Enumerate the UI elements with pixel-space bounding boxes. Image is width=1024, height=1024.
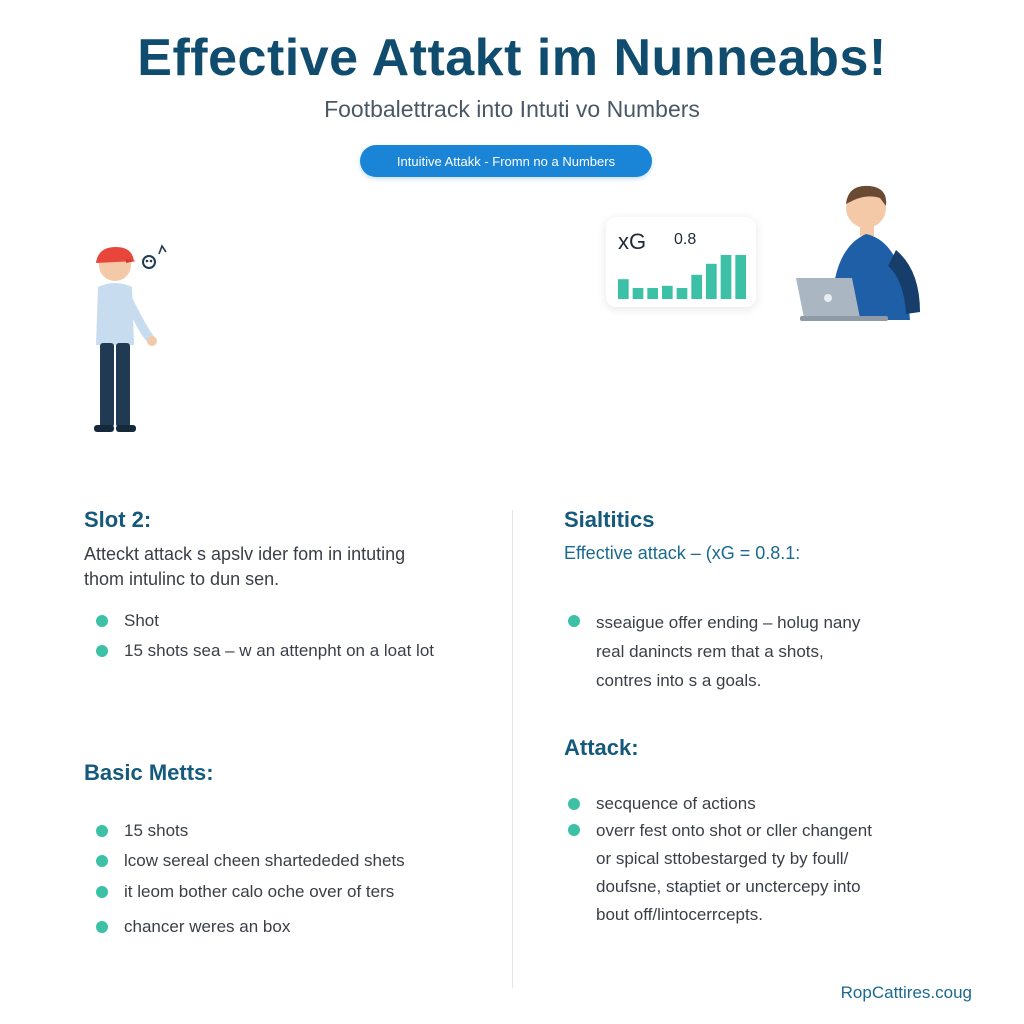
bullet-dot-icon <box>96 825 108 837</box>
xg-label: xG <box>618 229 647 254</box>
paragraph-line: Atteckt attack s apslv ider fom in intuting <box>84 544 406 564</box>
list-item <box>568 608 948 695</box>
list-item-line: contres into s a goals. <box>596 671 762 690</box>
xg-bar <box>691 275 702 299</box>
list-item-line: real danincts rem that a shots, <box>596 642 824 661</box>
list-item-text: it leom bother calo oche over of ters <box>124 882 395 901</box>
intro-pill-button[interactable]: Intuitive Attakk - Fromn no a Numbers <box>360 145 652 177</box>
left-section1-heading: Slot 2: <box>84 507 152 532</box>
page-subtitle: Footbalettrack into Intuti vo Numbers <box>324 96 700 122</box>
bullet-dot-icon <box>96 886 108 898</box>
bullet-dot-icon <box>568 798 580 810</box>
bullet-dot-icon <box>96 645 108 657</box>
list-item <box>568 791 968 817</box>
right-section1-heading: Sialtitics <box>564 507 655 532</box>
xg-bar <box>618 279 629 299</box>
list-item-line: overr fest onto shot or cller changent <box>596 821 872 840</box>
bullet-dot-icon <box>96 921 108 933</box>
bullet-dot-icon <box>96 615 108 627</box>
list-item-text: lcow sereal cheen shartededed shets <box>124 851 405 870</box>
xg-bar <box>735 255 746 299</box>
list-item-line: bout off/lintocerrcepts. <box>596 905 763 924</box>
column-divider <box>512 510 513 988</box>
bullet-dot-icon <box>96 855 108 867</box>
xg-bar <box>721 255 732 299</box>
list-item-text: 15 shots <box>124 821 189 840</box>
xg-card <box>606 217 756 307</box>
right-section2-heading: Attack: <box>564 735 639 760</box>
left-section2-list <box>96 818 496 940</box>
bar-chart-icon <box>618 253 746 299</box>
list-item <box>96 818 496 844</box>
left-section1-paragraph <box>84 542 484 592</box>
list-item <box>96 879 496 905</box>
xg-value: 0.8 <box>674 231 697 248</box>
list-item-line: secquence of actions <box>596 794 756 813</box>
footer-link[interactable]: RopCattires.coug <box>840 983 972 1002</box>
xg-bar <box>706 264 717 299</box>
right-section1-subline: Effective attack – (xG = 0.8.1: <box>564 543 801 563</box>
xg-bar <box>647 288 658 299</box>
left-section2-heading: Basic Metts: <box>84 760 214 785</box>
right-section2-list <box>568 791 968 929</box>
right-section1-list <box>568 608 948 695</box>
xg-bar <box>677 288 688 299</box>
list-item-line: sseaigue offer ending – holug nany <box>596 613 861 632</box>
list-item <box>96 848 496 874</box>
left-section1-list <box>96 608 476 664</box>
page-title: Effective Attakt im Nunneabs! <box>137 29 887 87</box>
list-item <box>568 817 968 929</box>
list-item <box>96 608 476 634</box>
list-item-text: 15 shots sea – w an attenpht on a loat lot <box>124 641 434 660</box>
list-item-text: chancer weres an box <box>124 917 291 936</box>
bullet-dot-icon <box>568 824 580 836</box>
analyst-with-laptop-icon <box>780 180 940 330</box>
list-item-line: or spical sttobestarged ty by foull/ <box>596 849 849 868</box>
list-item-text: Shot <box>124 611 159 630</box>
list-item-line: doufsne, staptiet or unctercepy into <box>596 877 861 896</box>
list-item <box>96 914 496 940</box>
xg-bar <box>633 288 644 299</box>
xg-bar <box>662 286 673 299</box>
bullet-dot-icon <box>568 615 580 627</box>
list-item <box>96 638 476 664</box>
paragraph-line: thom intulinc to dun sen. <box>84 569 280 589</box>
thought-bubble-icon <box>140 242 170 272</box>
